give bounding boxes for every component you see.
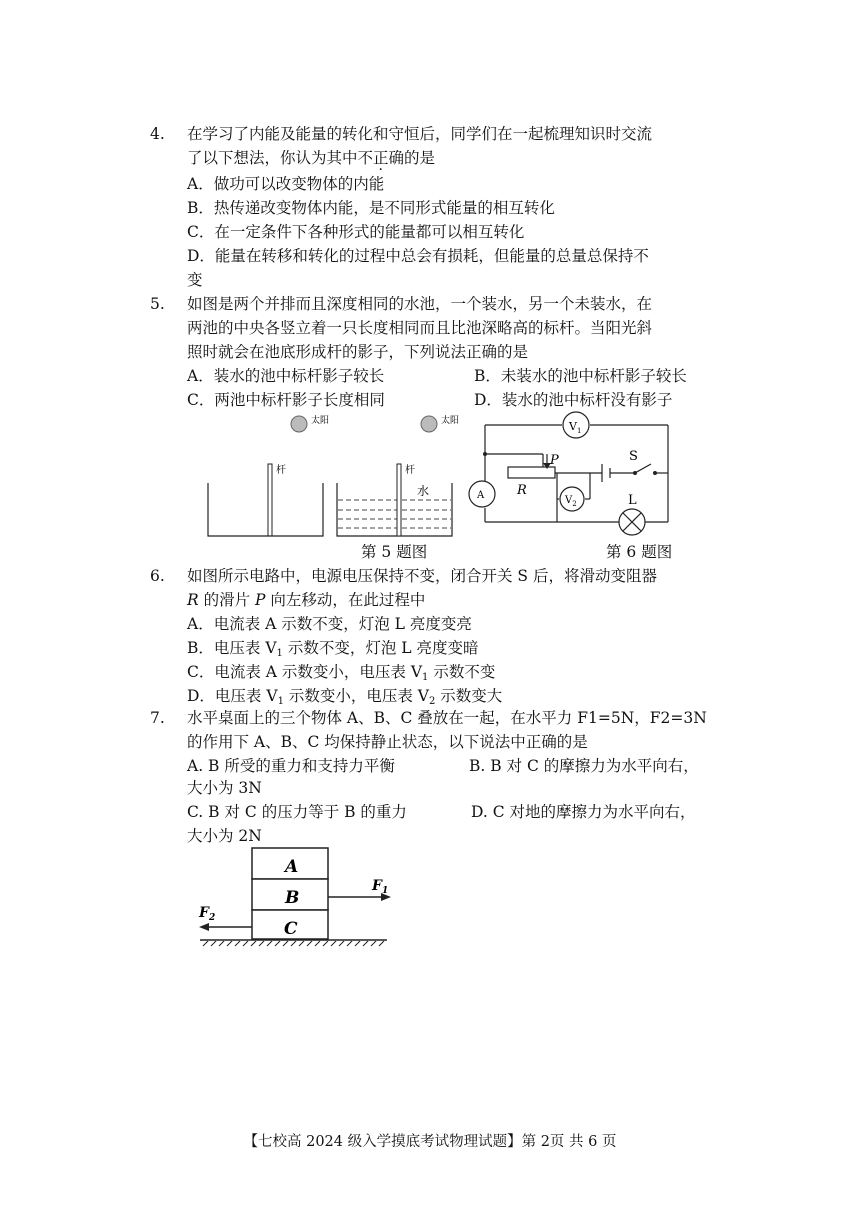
q7-option-a: A. B 所受的重力和支持力平衡 (187, 757, 395, 775)
sun-label-1: 太阳 (311, 416, 330, 426)
pole-label-2: 杆 (405, 465, 415, 476)
q7-option-d-line2: 大小为 2N (187, 827, 262, 845)
q6-figure (465, 408, 680, 538)
slider-label: P (550, 453, 559, 468)
q4-option-c: C．在一定条件下各种形式的能量都可以相互转化 (187, 223, 525, 241)
block-a-label: A (285, 857, 299, 877)
lamp-label: L (628, 493, 637, 508)
q7-number: 7. (150, 709, 165, 727)
ammeter-label: A (477, 490, 485, 501)
q5-stem-line2: 两池的中央各竖立着一只长度相同而且比池深略高的标杆。当阳光斜 (187, 319, 653, 337)
q6-option-d: D．电压表 $V_1$ 示数变小，电压表 $V_2$ 示数变大 (187, 687, 503, 707)
q5-stem-line1: 如图是两个并排而且深度相同的水池，一个装水，另一个未装水，在 (187, 295, 653, 313)
q6-stem-line1: 如图所示电路中，电源电压保持不变，闭合开关 S 后，将滑动变阻器 (187, 567, 657, 585)
force-f1-label: $F_1$ (372, 878, 389, 896)
empty-pool (208, 483, 323, 536)
switch-label: S (629, 449, 638, 464)
q6-option-a: A．电流表 A 示数不变，灯泡 L 亮度变亮 (187, 615, 472, 633)
sun-icon (421, 416, 437, 432)
q4-number: 4. (150, 125, 165, 143)
page-footer: 【七校高 2024 级入学摸底考试物理试题】第 2页 共 6 页 (243, 1134, 617, 1150)
rheostat (508, 467, 555, 478)
q4-emphasis: 不正确 (357, 149, 405, 167)
q7-stem-line1: 水平桌面上的三个物体 A、B、C 叠放在一起，在水平力 F1=5N，F2=3N (187, 709, 707, 727)
q7-stem-line2: 的作用下 A、B、C 均保持静止状态，以下说法中正确的是 (187, 733, 588, 751)
q4-stem-line2: 了以下想法，你认为其中不正确的是 (187, 149, 436, 167)
pole-1 (268, 464, 272, 536)
sun-label-2: 太阳 (441, 416, 460, 426)
q5-option-d: D．装水的池中标杆没有影子 (474, 391, 673, 409)
q4-option-a: A．做功可以改变物体的内能 (187, 175, 385, 193)
q7-option-c: C. B 对 C 的压力等于 B 的重力 (187, 803, 407, 821)
block-b-label: B (285, 888, 300, 908)
q6-option-b: B．电压表 $V_1$ 示数不变，灯泡 L 亮度变暗 (187, 639, 479, 659)
q5-option-c: C．两池中标杆影子长度相同 (187, 391, 385, 409)
force-f2-label: $F_2$ (199, 905, 216, 923)
q6-number: 6. (150, 567, 165, 585)
q7-option-d: D. C 对地的摩擦力为水平向右， (471, 803, 696, 821)
q5-figure-caption: 第 5 题图 (361, 543, 428, 561)
q5-number: 5. (150, 295, 165, 313)
q7-option-b: B. B 对 C 的摩擦力为水平向右， (469, 757, 699, 775)
q5-stem-line3: 照时就会在池底形成杆的影子，下列说法正确的是 (187, 343, 529, 361)
pole-2 (397, 464, 401, 536)
q7-figure (195, 845, 395, 950)
rheostat-label: R (517, 483, 527, 498)
q4-option-d-line1: D．能量在转移和转化的过程中总会有损耗，但能量的总量总保持不 (187, 247, 649, 265)
q7-option-b-line2: 大小为 3N (187, 779, 262, 797)
q6-figure-caption: 第 6 题图 (606, 543, 673, 561)
pole-label-1: 杆 (276, 465, 286, 476)
q6-stem-line2: R 的滑片 P 向左移动，在此过程中 (187, 591, 426, 609)
q5-option-a: A．装水的池中标杆影子较长 (187, 367, 385, 385)
svg-text:V2: $V_2$ (565, 495, 577, 508)
q5-option-b: B．未装水的池中标杆影子较长 (474, 367, 687, 385)
svg-text:V1: $V_1$ (569, 420, 582, 435)
q4-option-b: B．热传递改变物体内能，是不同形式能量的相互转化 (187, 199, 555, 217)
q5-figure (195, 408, 465, 558)
water-label: 水 (417, 484, 430, 498)
q6-option-c: C．电流表 A 示数变小，电压表 $V_1$ 示数不变 (187, 663, 496, 683)
q4-stem-line1: 在学习了内能及能量的转化和守恒后，同学们在一起梳理知识时交流 (187, 125, 653, 143)
sun-icon (291, 416, 307, 432)
block-c-label: C (284, 919, 298, 939)
q4-option-d-line2: 变 (187, 271, 203, 289)
